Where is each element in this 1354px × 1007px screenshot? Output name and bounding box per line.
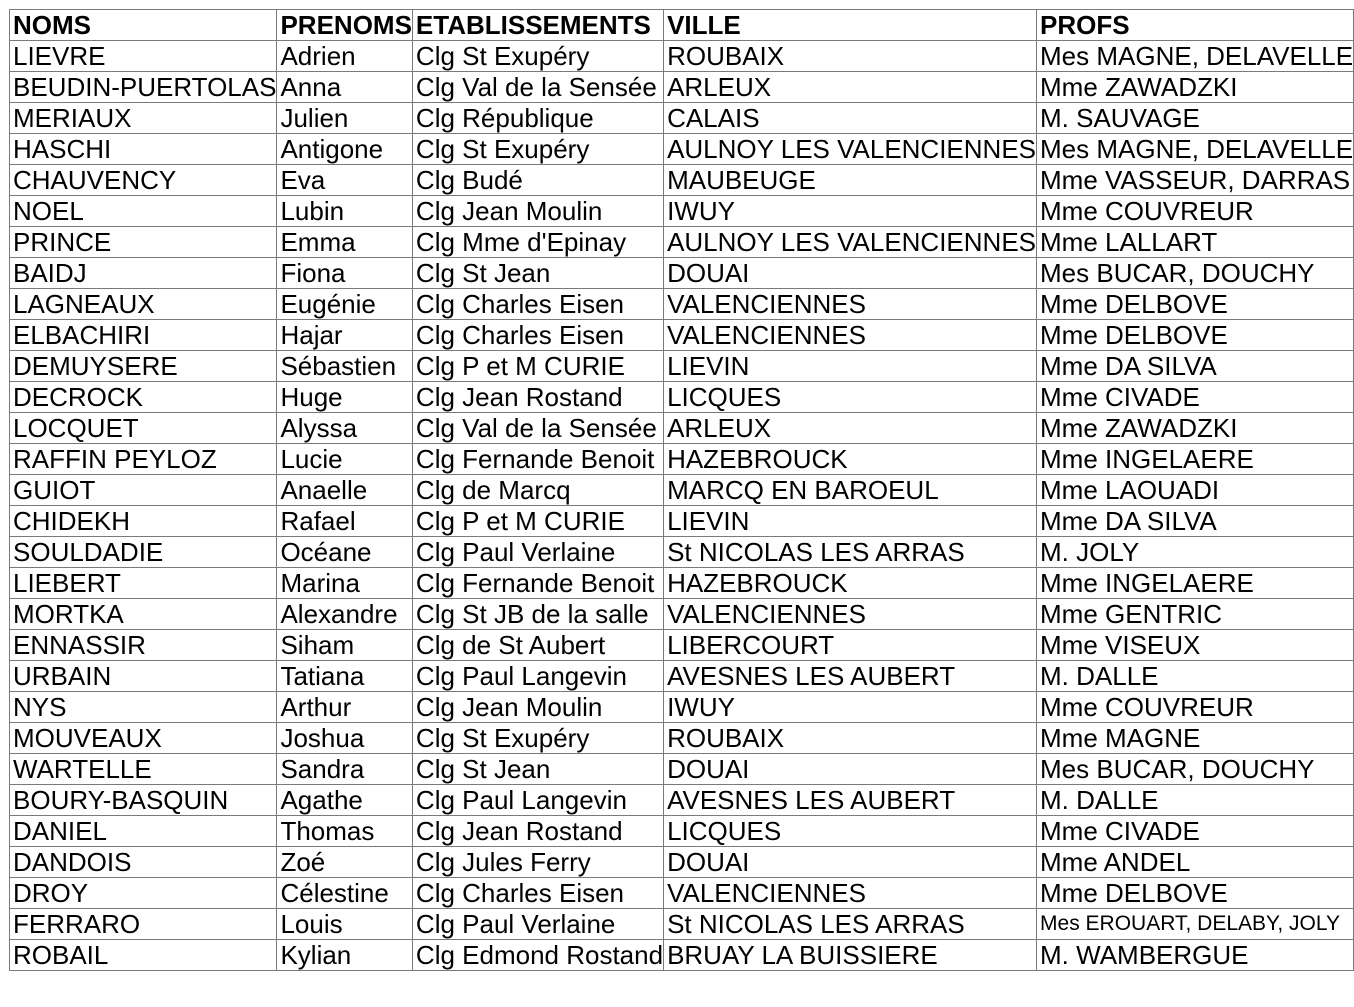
cell-nom: URBAIN [10, 661, 277, 692]
cell-etablissement: Clg Val de la Sensée [412, 72, 663, 103]
cell-prenom: Thomas [277, 816, 412, 847]
cell-profs: Mme DELBOVE [1037, 320, 1354, 351]
cell-prenom: Kylian [277, 940, 412, 971]
cell-ville: MARCQ EN BAROEUL [664, 475, 1037, 506]
cell-prenom: Sandra [277, 754, 412, 785]
cell-prenom: Arthur [277, 692, 412, 723]
cell-nom: WARTELLE [10, 754, 277, 785]
cell-nom: CHIDEKH [10, 506, 277, 537]
cell-nom: HASCHI [10, 134, 277, 165]
cell-nom: LIEBERT [10, 568, 277, 599]
table-row [10, 289, 1354, 320]
cell-etablissement: Clg Val de la Sensée [412, 413, 663, 444]
cell-ville: ROUBAIX [664, 723, 1037, 754]
cell-prenom: Lubin [277, 196, 412, 227]
cell-nom: DECROCK [10, 382, 277, 413]
cell-prenom: Alexandre [277, 599, 412, 630]
table-row [10, 134, 1354, 165]
cell-nom: MERIAUX [10, 103, 277, 134]
cell-ville: LIEVIN [664, 351, 1037, 382]
cell-etablissement: Clg Jean Moulin [412, 196, 663, 227]
table-body [10, 41, 1354, 971]
cell-prenom: Anna [277, 72, 412, 103]
cell-etablissement: Clg St Jean [412, 258, 663, 289]
cell-profs: Mme DA SILVA [1037, 506, 1354, 537]
cell-prenom: Zoé [277, 847, 412, 878]
cell-profs: Mes MAGNE, DELAVELLE [1037, 41, 1354, 72]
cell-prenom: Eva [277, 165, 412, 196]
cell-etablissement: Clg St Exupéry [412, 723, 663, 754]
cell-nom: DANIEL [10, 816, 277, 847]
cell-profs: M. WAMBERGUE [1037, 940, 1354, 971]
cell-prenom: Adrien [277, 41, 412, 72]
cell-nom: ROBAIL [10, 940, 277, 971]
table-row [10, 165, 1354, 196]
header-noms: NOMS [10, 10, 277, 41]
cell-profs: Mes MAGNE, DELAVELLE [1037, 134, 1354, 165]
table-row [10, 723, 1354, 754]
cell-prenom: Emma [277, 227, 412, 258]
table-row [10, 661, 1354, 692]
cell-prenom: Célestine [277, 878, 412, 909]
cell-profs: Mme VASSEUR, DARRAS [1037, 165, 1354, 196]
table-row [10, 258, 1354, 289]
cell-prenom: Louis [277, 909, 412, 940]
cell-ville: IWUY [664, 196, 1037, 227]
cell-profs: Mme LALLART [1037, 227, 1354, 258]
cell-ville: HAZEBROUCK [664, 444, 1037, 475]
table-row [10, 816, 1354, 847]
cell-ville: DOUAI [664, 847, 1037, 878]
cell-ville: LICQUES [664, 382, 1037, 413]
cell-ville: AVESNES LES AUBERT [664, 661, 1037, 692]
cell-nom: MOUVEAUX [10, 723, 277, 754]
cell-nom: BEUDIN-PUERTOLAS [10, 72, 277, 103]
table-row [10, 444, 1354, 475]
cell-etablissement: Clg Fernande Benoit [412, 444, 663, 475]
cell-profs: Mme LAOUADI [1037, 475, 1354, 506]
cell-prenom: Agathe [277, 785, 412, 816]
cell-prenom: Sébastien [277, 351, 412, 382]
cell-etablissement: Clg Paul Verlaine [412, 537, 663, 568]
header-ville: VILLE [664, 10, 1037, 41]
cell-ville: ARLEUX [664, 72, 1037, 103]
cell-profs: Mme VISEUX [1037, 630, 1354, 661]
cell-ville: BRUAY LA BUISSIERE [664, 940, 1037, 971]
table-row [10, 351, 1354, 382]
cell-nom: GUIOT [10, 475, 277, 506]
cell-nom: BAIDJ [10, 258, 277, 289]
cell-etablissement: Clg Paul Langevin [412, 785, 663, 816]
cell-profs: Mes EROUART, DELABY, JOLY [1037, 909, 1354, 940]
cell-ville: HAZEBROUCK [664, 568, 1037, 599]
table-row [10, 785, 1354, 816]
cell-ville: LIEVIN [664, 506, 1037, 537]
cell-prenom: Marina [277, 568, 412, 599]
cell-profs: Mme INGELAERE [1037, 568, 1354, 599]
cell-prenom: Eugénie [277, 289, 412, 320]
cell-etablissement: Clg Edmond Rostand [412, 940, 663, 971]
cell-prenom: Rafael [277, 506, 412, 537]
table-row [10, 475, 1354, 506]
cell-nom: DANDOIS [10, 847, 277, 878]
cell-ville: VALENCIENNES [664, 599, 1037, 630]
table-row [10, 382, 1354, 413]
cell-prenom: Joshua [277, 723, 412, 754]
cell-profs: Mme ANDEL [1037, 847, 1354, 878]
cell-nom: BOURY-BASQUIN [10, 785, 277, 816]
table-row [10, 630, 1354, 661]
cell-nom: LIEVRE [10, 41, 277, 72]
header-profs: PROFS [1037, 10, 1354, 41]
cell-etablissement: Clg Paul Verlaine [412, 909, 663, 940]
cell-prenom: Lucie [277, 444, 412, 475]
cell-etablissement: Clg St JB de la salle [412, 599, 663, 630]
cell-ville: AULNOY LES VALENCIENNES [664, 134, 1037, 165]
cell-ville: AVESNES LES AUBERT [664, 785, 1037, 816]
cell-ville: VALENCIENNES [664, 289, 1037, 320]
cell-etablissement: Clg de St Aubert [412, 630, 663, 661]
cell-nom: SOULDADIE [10, 537, 277, 568]
cell-profs: Mme COUVREUR [1037, 692, 1354, 723]
cell-profs: Mme GENTRIC [1037, 599, 1354, 630]
table-row [10, 754, 1354, 785]
cell-etablissement: Clg République [412, 103, 663, 134]
cell-etablissement: Clg Jean Rostand [412, 816, 663, 847]
cell-profs: Mme ZAWADZKI [1037, 413, 1354, 444]
cell-etablissement: Clg Charles Eisen [412, 320, 663, 351]
cell-prenom: Julien [277, 103, 412, 134]
cell-ville: VALENCIENNES [664, 878, 1037, 909]
cell-etablissement: Clg Mme d'Epinay [412, 227, 663, 258]
cell-nom: ENNASSIR [10, 630, 277, 661]
cell-etablissement: Clg Charles Eisen [412, 289, 663, 320]
table-row [10, 320, 1354, 351]
cell-profs: M. DALLE [1037, 661, 1354, 692]
cell-ville: MAUBEUGE [664, 165, 1037, 196]
table-row [10, 692, 1354, 723]
cell-nom: ELBACHIRI [10, 320, 277, 351]
students-table [9, 9, 1354, 971]
cell-profs: Mme DELBOVE [1037, 878, 1354, 909]
cell-prenom: Antigone [277, 134, 412, 165]
cell-profs: Mme DA SILVA [1037, 351, 1354, 382]
cell-etablissement: Clg St Exupéry [412, 134, 663, 165]
header-prenoms: PRENOMS [277, 10, 412, 41]
cell-ville: ROUBAIX [664, 41, 1037, 72]
cell-prenom: Huge [277, 382, 412, 413]
cell-ville: VALENCIENNES [664, 320, 1037, 351]
cell-nom: LAGNEAUX [10, 289, 277, 320]
cell-ville: ARLEUX [664, 413, 1037, 444]
cell-nom: PRINCE [10, 227, 277, 258]
cell-etablissement: Clg P et M CURIE [412, 351, 663, 382]
cell-etablissement: Clg Jean Rostand [412, 382, 663, 413]
cell-etablissement: Clg P et M CURIE [412, 506, 663, 537]
cell-etablissement: Clg Budé [412, 165, 663, 196]
cell-nom: NOEL [10, 196, 277, 227]
cell-profs: Mes BUCAR, DOUCHY [1037, 754, 1354, 785]
table-row [10, 506, 1354, 537]
cell-nom: CHAUVENCY [10, 165, 277, 196]
cell-prenom: Tatiana [277, 661, 412, 692]
cell-profs: Mme MAGNE [1037, 723, 1354, 754]
cell-etablissement: Clg Fernande Benoit [412, 568, 663, 599]
cell-prenom: Alyssa [277, 413, 412, 444]
cell-profs: Mme ZAWADZKI [1037, 72, 1354, 103]
table-row [10, 599, 1354, 630]
table-row [10, 537, 1354, 568]
cell-profs: Mes BUCAR, DOUCHY [1037, 258, 1354, 289]
cell-etablissement: Clg Charles Eisen [412, 878, 663, 909]
cell-etablissement: Clg Paul Langevin [412, 661, 663, 692]
table-row [10, 103, 1354, 134]
cell-nom: NYS [10, 692, 277, 723]
cell-profs: Mme CIVADE [1037, 816, 1354, 847]
cell-etablissement: Clg St Exupéry [412, 41, 663, 72]
cell-prenom: Océane [277, 537, 412, 568]
cell-profs: M. DALLE [1037, 785, 1354, 816]
cell-etablissement: Clg St Jean [412, 754, 663, 785]
cell-ville: IWUY [664, 692, 1037, 723]
table-row [10, 41, 1354, 72]
cell-ville: St NICOLAS LES ARRAS [664, 909, 1037, 940]
cell-profs: Mme CIVADE [1037, 382, 1354, 413]
cell-profs: Mme DELBOVE [1037, 289, 1354, 320]
cell-ville: DOUAI [664, 258, 1037, 289]
cell-ville: LICQUES [664, 816, 1037, 847]
table-row [10, 227, 1354, 258]
cell-prenom: Anaelle [277, 475, 412, 506]
cell-prenom: Fiona [277, 258, 412, 289]
cell-nom: RAFFIN PEYLOZ [10, 444, 277, 475]
table-row [10, 878, 1354, 909]
cell-profs: M. SAUVAGE [1037, 103, 1354, 134]
table-row [10, 196, 1354, 227]
table-row [10, 413, 1354, 444]
table-row [10, 909, 1354, 940]
cell-nom: LOCQUET [10, 413, 277, 444]
table-row [10, 940, 1354, 971]
cell-ville: DOUAI [664, 754, 1037, 785]
cell-profs: M. JOLY [1037, 537, 1354, 568]
cell-prenom: Siham [277, 630, 412, 661]
cell-nom: DROY [10, 878, 277, 909]
cell-etablissement: Clg de Marcq [412, 475, 663, 506]
cell-nom: FERRARO [10, 909, 277, 940]
cell-nom: DEMUYSERE [10, 351, 277, 382]
cell-ville: St NICOLAS LES ARRAS [664, 537, 1037, 568]
cell-ville: LIBERCOURT [664, 630, 1037, 661]
cell-etablissement: Clg Jules Ferry [412, 847, 663, 878]
cell-ville: AULNOY LES VALENCIENNES [664, 227, 1037, 258]
cell-prenom: Hajar [277, 320, 412, 351]
cell-etablissement: Clg Jean Moulin [412, 692, 663, 723]
cell-profs: Mme COUVREUR [1037, 196, 1354, 227]
cell-ville: CALAIS [664, 103, 1037, 134]
table-row [10, 72, 1354, 103]
header-etablissements: ETABLISSEMENTS [412, 10, 663, 41]
header-row [10, 10, 1354, 41]
cell-nom: MORTKA [10, 599, 277, 630]
table-row [10, 568, 1354, 599]
table-row [10, 847, 1354, 878]
cell-profs: Mme INGELAERE [1037, 444, 1354, 475]
